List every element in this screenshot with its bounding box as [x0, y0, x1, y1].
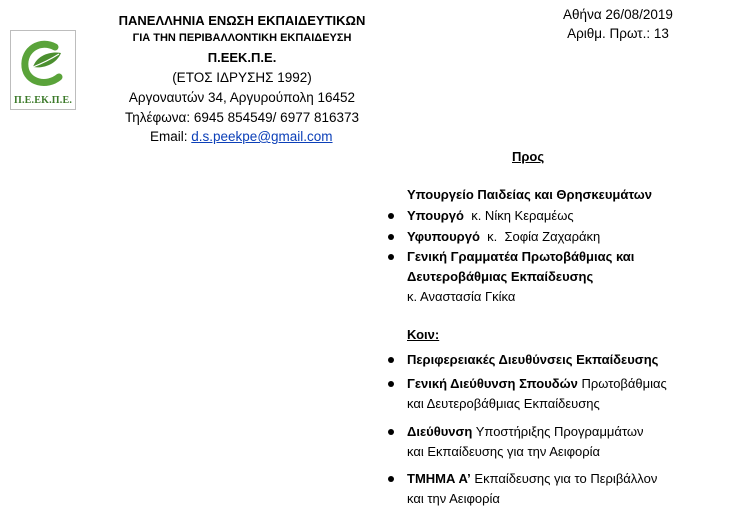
recipient-role: Υφυπουργό	[407, 229, 480, 244]
cc-item-bold: Γενική Διεύθυνση Σπουδών	[407, 376, 578, 391]
date-block	[548, 5, 688, 43]
bullet-icon	[388, 213, 394, 219]
recipients-title: Προς	[512, 149, 545, 164]
recipient-name: κ. Νίκη Κεραμέως	[463, 208, 574, 223]
founding-year: (ΕΤΟΣ ΙΔΡΥΣΗΣ 1992)	[172, 70, 312, 85]
org-abbreviation: Π.ΕΕΚ.Π.Ε.	[207, 50, 277, 65]
org-name-line2: ΓΙΑ ΤΗΝ ΠΕΡΙΒΑΛΛΟΝΤΙΚΗ ΕΚΠΑΙΔΕΥΣΗ	[132, 32, 352, 44]
organization-logo	[10, 30, 76, 110]
email-link[interactable]: d.s.peekpe@gmail.com	[191, 129, 333, 144]
recipient-item	[407, 227, 600, 247]
recipient-role-line2: Δευτεροβάθμιας Εκπαίδευσης	[407, 269, 594, 284]
ministry-name: Υπουργείο Παιδείας και Θρησκευμάτων	[407, 187, 653, 202]
email-label: Email:	[150, 129, 192, 144]
org-name-line1: ΠΑΝΕΛΛΗΝΙΑ ΕΝΩΣΗ ΕΚΠΑΙΔΕΥΤΙΚΩΝ	[118, 13, 366, 28]
recipient-name: κ. Αναστασία Γκίκα	[407, 289, 516, 304]
document-date: Αθήνα 26/08/2019	[563, 7, 673, 22]
cc-item-text: Εκπαίδευσης για το Περιβάλλον	[470, 471, 658, 486]
recipient-item	[407, 206, 574, 226]
cc-title: Κοιν:	[407, 327, 440, 342]
cc-item	[407, 469, 657, 509]
bullet-icon	[388, 357, 394, 363]
protocol-number: Αριθμ. Πρωτ.: 13	[567, 26, 669, 41]
bullet-icon	[388, 381, 394, 387]
recipient-name: κ. Σοφία Ζαχαράκη	[479, 229, 601, 244]
cc-item-bold: Περιφερειακές Διευθύνσεις Εκπαίδευσης	[407, 352, 659, 367]
recipient-item	[407, 247, 634, 307]
cc-item	[407, 422, 644, 462]
bullet-icon	[388, 476, 394, 482]
leaf-icon	[11, 31, 75, 95]
cc-item	[407, 374, 667, 414]
bullet-icon	[388, 234, 394, 240]
cc-item-text: Υποστήριξης Προγραμμάτων	[472, 424, 644, 439]
cc-item-text: Πρωτοβάθμιας	[577, 376, 667, 391]
cc-item-line2: και Εκπαίδευσης για την Αειφορία	[407, 444, 601, 459]
recipient-role-line1: Γενική Γραμματέα Πρωτοβάθμιας και	[407, 249, 635, 264]
organization-header	[108, 12, 376, 128]
cc-item	[407, 350, 658, 370]
postal-address: Αργοναυτών 34, Αργυρούπολη 16452	[128, 90, 356, 105]
bullet-icon	[388, 254, 394, 260]
cc-item-bold: Διεύθυνση	[407, 424, 473, 439]
phone-numbers: Τηλέφωνα: 6945 854549/ 6977 816373	[124, 110, 360, 125]
recipient-role: Υπουργό	[407, 208, 464, 223]
cc-item-line2: και την Αειφορία	[407, 491, 500, 506]
bullet-icon	[388, 429, 394, 435]
email-line	[150, 128, 333, 146]
cc-item-line2: και Δευτεροβάθμιας Εκπαίδευσης	[407, 396, 600, 411]
cc-item-bold: ΤΜΗΜΑ Α’	[407, 471, 471, 486]
logo-caption: Π.Ε.ΕΚ.Π.Ε.	[13, 95, 73, 106]
